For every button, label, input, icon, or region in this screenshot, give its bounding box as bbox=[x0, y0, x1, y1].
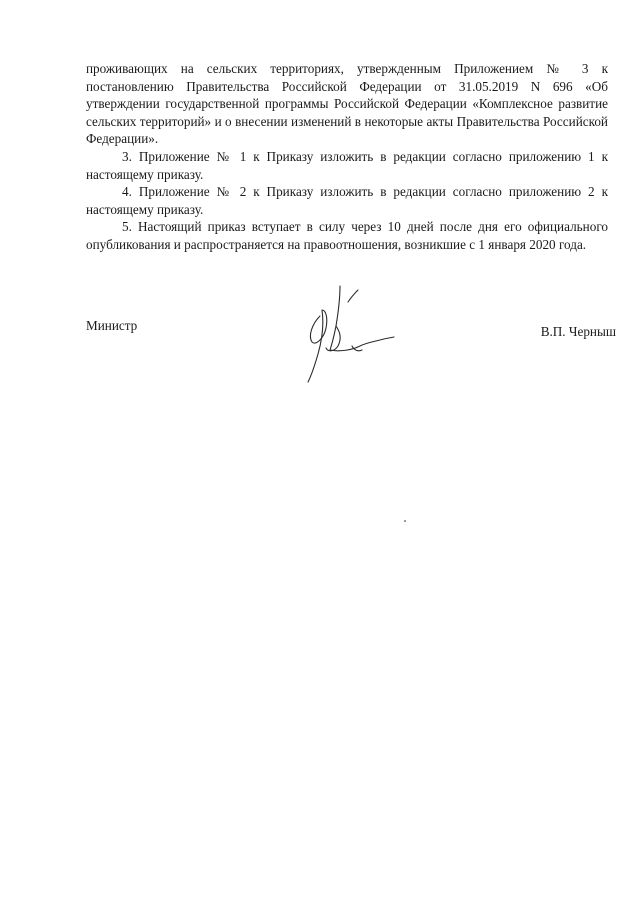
paragraph-continuation: проживающих на сельских территориях, утвержденным Приложением № 3 к постановлению Правительства Российской Федерации от 31.05.2019 N 696 «Об утверждении государственной программы Российской Федерации «Комплексное развитие сельских территорий» и о внесении изменений в некоторые акты Правительства Российской Федерации». bbox=[86, 61, 608, 147]
signer-title: Министр bbox=[86, 318, 138, 333]
signature-block bbox=[86, 318, 616, 348]
paragraph-item-3: 3. Приложение № 1 к Приказу изложить в редакции согласно приложению 1 к настоящему приказу. bbox=[86, 148, 608, 182]
paragraph-item-5: 5. Настоящий приказ вступает в силу через 10 дней после дня его официального опубликования и распространяется на правоотношения, возникшие с 1 января 2020 года. bbox=[86, 219, 608, 252]
signer-name: В.П. Черныш bbox=[540, 324, 616, 339]
paragraph-item-4: 4. Приложение № 2 к Приказу изложить в редакции согласно приложению 2 к настоящему приказу. bbox=[86, 184, 608, 217]
document-body bbox=[86, 60, 608, 254]
scan-speck bbox=[404, 520, 406, 522]
